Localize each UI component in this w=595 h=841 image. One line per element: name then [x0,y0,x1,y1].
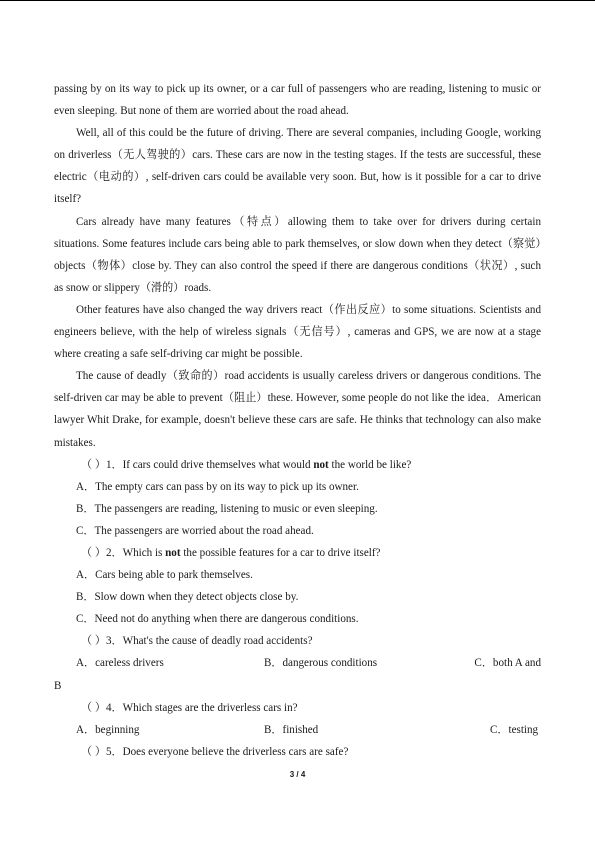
passage-paragraph-5: The cause of deadly（致命的）road accidents is usually careless drivers or dangerous conditions. The self-driven car may be able to prevent（阻止）these. However, some people do not like the idea．American lawyer Whit Drake, for example, doesn't believe these cars are safe. He thinks that technology can also make mistakes. [54,370,541,449]
question-4-option-b: B．finished [264,723,319,736]
header-rule [0,0,595,1]
question-2-option-c: C．Need not do anything when there are dangerous conditions. [76,613,359,626]
passage-paragraph-3: Cars already have many features（特点）allowing them to take over for drivers during certain situations. Some features include cars being able to park themselves, or slow down when they detect（察觉）objects（物体）close by. They can also control the speed if there are dangerous conditions（状况）, such as snow or slippery（滑的）roads. [54,215,541,294]
question-2-option-b: B．Slow down when they detect objects close by. [76,591,299,604]
passage-paragraph-2: Well, all of this could be the future of driving. There are several companies, including Google, working on driverless（无人驾驶的）cars. These cars are now in the testing stages. If the tests are successful, these electric（电动的）, self-driven cars could be available very soon. But, how is it possible for a car to drive itself? [54,127,541,206]
question-4-option-a: A．beginning [76,723,140,736]
question-2-option-a: A．Cars being able to park themselves. [76,569,253,582]
passage-paragraph-1: passing by on its way to pick up its owner, or a car full of passengers who are reading, listening to music or even sleeping. But none of them are worried about the road ahead. [54,83,541,118]
question-3-option-c: C．both A and [474,657,541,670]
question-1-prefix: （ ）1．If cars could drive themselves what would [81,458,314,471]
question-5: （ ）5．Does everyone believe the driverless cars are safe? [81,745,349,758]
question-1-bold: not [313,458,329,471]
page-number: 3 / 4 [289,770,306,779]
question-3-options [54,652,541,674]
question-3: （ ）3．What's the cause of deadly road accidents? [81,635,313,648]
question-2-prefix: （ ）2．Which is [81,546,166,559]
question-4: （ ）4．Which stages are the driverless cars in? [81,701,298,714]
question-1-option-c: C．The passengers are worried about the road ahead. [76,524,314,537]
question-2-suffix: the possible features for a car to drive itself? [180,546,381,559]
question-3-option-a: A．careless drivers [76,657,164,670]
question-1 [54,454,541,476]
question-1-option-a: A．The empty cars can pass by on its way to pick up its owner. [76,480,359,493]
passage-paragraph-4: Other features have also changed the way drivers react（作出反应）to some situations. Scientists and engineers believe, with the help of wireless signals（无信号）, cameras and GPS, we are now at a stage where creating a safe self-driving car might be possible. [54,303,541,361]
question-3-option-c-tail: B [54,679,62,692]
question-3-option-b: B．dangerous conditions [264,657,378,670]
question-1-suffix: the world be like? [328,458,412,471]
question-2-bold: not [165,546,181,559]
page-content [54,78,541,763]
question-4-options [54,719,541,741]
question-4-option-c: C．testing [490,723,539,736]
question-2 [54,542,541,564]
question-1-option-b: B．The passengers are reading, listening to music or even sleeping. [76,502,378,515]
